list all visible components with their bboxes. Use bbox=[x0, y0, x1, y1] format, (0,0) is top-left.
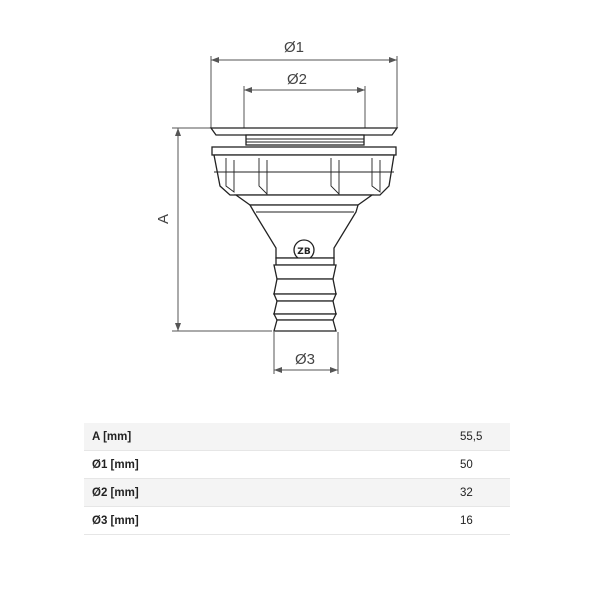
spec-label: Ø1 [mm] bbox=[84, 451, 452, 479]
drain-fitting bbox=[211, 128, 397, 331]
spec-value: 16 bbox=[452, 507, 510, 535]
hose-barb bbox=[274, 258, 336, 331]
spec-value: 55,5 bbox=[452, 423, 510, 451]
dimension-label-d2: Ø2 bbox=[286, 71, 308, 88]
spec-value: 50 bbox=[452, 451, 510, 479]
spec-label: Ø3 [mm] bbox=[84, 507, 452, 535]
specs-table bbox=[84, 423, 510, 535]
brand-logo bbox=[294, 240, 314, 260]
dimension-d2 bbox=[244, 71, 365, 128]
spec-label: Ø2 [mm] bbox=[84, 479, 452, 507]
table-row bbox=[84, 451, 510, 479]
spec-label: A [mm] bbox=[84, 423, 452, 451]
dimension-d3 bbox=[274, 332, 338, 374]
svg-text:ZB: ZB bbox=[297, 247, 311, 257]
table-row bbox=[84, 507, 510, 535]
dimension-label-d1: Ø1 bbox=[283, 39, 305, 56]
table-row bbox=[84, 423, 510, 451]
spec-value: 32 bbox=[452, 479, 510, 507]
dimension-label-d3: Ø3 bbox=[294, 351, 316, 368]
table-row bbox=[84, 479, 510, 507]
dimension-label-a: A bbox=[155, 213, 172, 225]
